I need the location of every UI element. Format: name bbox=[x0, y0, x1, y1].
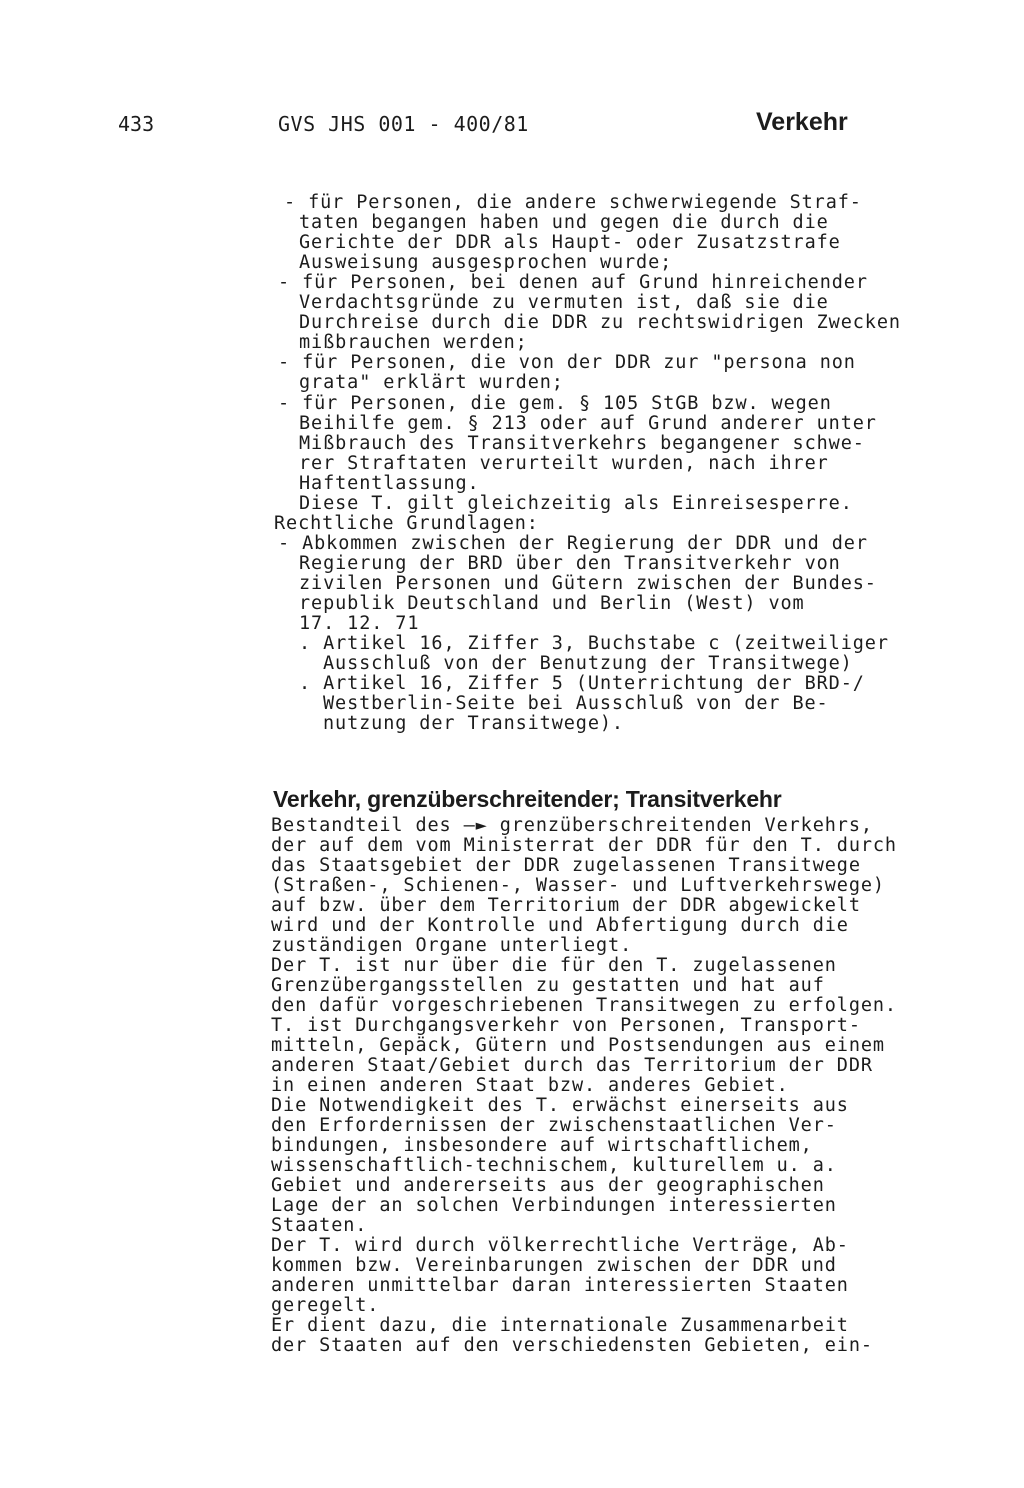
text-line: - für Personen, bei denen auf Grund hinreichender bbox=[278, 272, 868, 293]
text-line: - Abkommen zwischen der Regierung der DDR und der bbox=[278, 533, 868, 554]
text-line: - für Personen, die gem. § 105 StGB bzw. wegen bbox=[278, 393, 832, 414]
text-line: zuständigen Organe unterliegt. bbox=[271, 935, 633, 956]
text-line: in einen anderen Staat bzw. anderes Gebiet. bbox=[271, 1075, 789, 1096]
text-line: Mißbrauch des Transitverkehrs begangener schwe- bbox=[299, 433, 865, 454]
text-line: republik Deutschland und Berlin (West) vom bbox=[299, 593, 805, 614]
running-head: Verkehr bbox=[756, 108, 848, 136]
text-line: Bestandteil des —► grenzüberschreitenden Verkehrs, bbox=[271, 815, 873, 836]
text-line: wird und der Kontrolle und Abfertigung durch die bbox=[271, 915, 849, 936]
text-line: Regierung der BRD über den Transitverkehr von bbox=[299, 553, 841, 574]
text-line: 17. 12. 71 bbox=[299, 613, 420, 634]
text-line: der auf dem vom Ministerrat der DDR für den T. durch bbox=[271, 835, 897, 856]
text-line: . Artikel 16, Ziffer 5 (Unterrichtung der BRD-/ bbox=[299, 673, 865, 694]
text-line: kommen bzw. Vereinbarungen zwischen der DDR und bbox=[271, 1255, 837, 1276]
text-line: das Staatsgebiet der DDR zugelassenen Transitwege bbox=[271, 855, 861, 876]
text-line: . Artikel 16, Ziffer 3, Buchstabe c (zeitweiliger bbox=[299, 633, 889, 654]
text-line: - für Personen, die von der DDR zur "persona non bbox=[278, 352, 856, 373]
text-line: auf bzw. über dem Territorium der DDR abgewickelt bbox=[271, 895, 861, 916]
text-line: grata" erklärt wurden; bbox=[299, 372, 564, 393]
text-line: wissenschaftlich-technischem, kulturellem u. a. bbox=[271, 1155, 837, 1176]
page-number: 433 bbox=[118, 112, 155, 136]
text-line: - für Personen, die andere schwerwiegende Straf- bbox=[284, 192, 862, 213]
text-line: den Erfordernissen der zwischenstaatlichen Ver- bbox=[271, 1115, 837, 1136]
text-line: der Staaten auf den verschiedensten Gebieten, ein- bbox=[271, 1335, 873, 1356]
text-line: T. ist Durchgangsverkehr von Personen, Transport- bbox=[271, 1015, 861, 1036]
text-line: bindungen, insbesondere auf wirtschaftlichem, bbox=[271, 1135, 813, 1156]
document-reference: GVS JHS 001 - 400/81 bbox=[278, 112, 529, 136]
text-line: Gebiet und andererseits aus der geographischen bbox=[271, 1175, 825, 1196]
text-line: Die Notwendigkeit des T. erwächst einerseits aus bbox=[271, 1095, 849, 1116]
section-heading: Verkehr, grenzüberschreitender; Transitverkehr bbox=[273, 786, 782, 812]
text-line: nutzung der Transitwege). bbox=[323, 713, 624, 734]
text-line: Ausschluß von der Benutzung der Transitwege) bbox=[323, 653, 853, 674]
text-line: anderen unmittelbar daran interessierten Staaten bbox=[271, 1275, 849, 1296]
text-line: Diese T. gilt gleichzeitig als Einreisesperre. bbox=[299, 493, 853, 514]
text-line: mitteln, Gepäck, Gütern und Postsendungen aus einem bbox=[271, 1035, 885, 1056]
text-line: Rechtliche Grundlagen: bbox=[274, 513, 539, 534]
text-line: zivilen Personen und Gütern zwischen der Bundes- bbox=[299, 573, 877, 594]
text-line: rer Straftaten verurteilt wurden, nach ihrer bbox=[299, 453, 829, 474]
text-line: Lage der an solchen Verbindungen interessierten bbox=[271, 1195, 837, 1216]
text-line: (Straßen-, Schienen-, Wasser- und Luftverkehrswege) bbox=[271, 875, 885, 896]
text-line: anderen Staat/Gebiet durch das Territorium der DDR bbox=[271, 1055, 873, 1076]
text-line: Haftentlassung. bbox=[299, 473, 480, 494]
text-line: den dafür vorgeschriebenen Transitwegen zu erfolgen. bbox=[271, 995, 897, 1016]
text-line: geregelt. bbox=[271, 1295, 380, 1316]
text-line: Durchreise durch die DDR zu rechtswidrigen Zwecken bbox=[299, 312, 901, 333]
text-line: Gerichte der DDR als Haupt- oder Zusatzstrafe bbox=[299, 232, 841, 253]
text-line: mißbrauchen werden; bbox=[299, 332, 528, 353]
text-line: Grenzübergangsstellen zu gestatten und hat auf bbox=[271, 975, 825, 996]
text-line: Der T. ist nur über die für den T. zugelassenen bbox=[271, 955, 837, 976]
text-line: Staaten. bbox=[271, 1215, 368, 1236]
text-line: Beihilfe gem. § 213 oder auf Grund anderer unter bbox=[299, 413, 877, 434]
text-line: Verdachtsgründe zu vermuten ist, daß sie die bbox=[299, 292, 829, 313]
text-line: Er dient dazu, die internationale Zusammenarbeit bbox=[271, 1315, 849, 1336]
text-line: Westberlin-Seite bei Ausschluß von der Be- bbox=[323, 693, 829, 714]
text-line: Ausweisung ausgesprochen wurde; bbox=[299, 252, 673, 273]
text-line: taten begangen haben und gegen die durch die bbox=[299, 212, 829, 233]
text-line: Der T. wird durch völkerrechtliche Verträge, Ab- bbox=[271, 1235, 849, 1256]
